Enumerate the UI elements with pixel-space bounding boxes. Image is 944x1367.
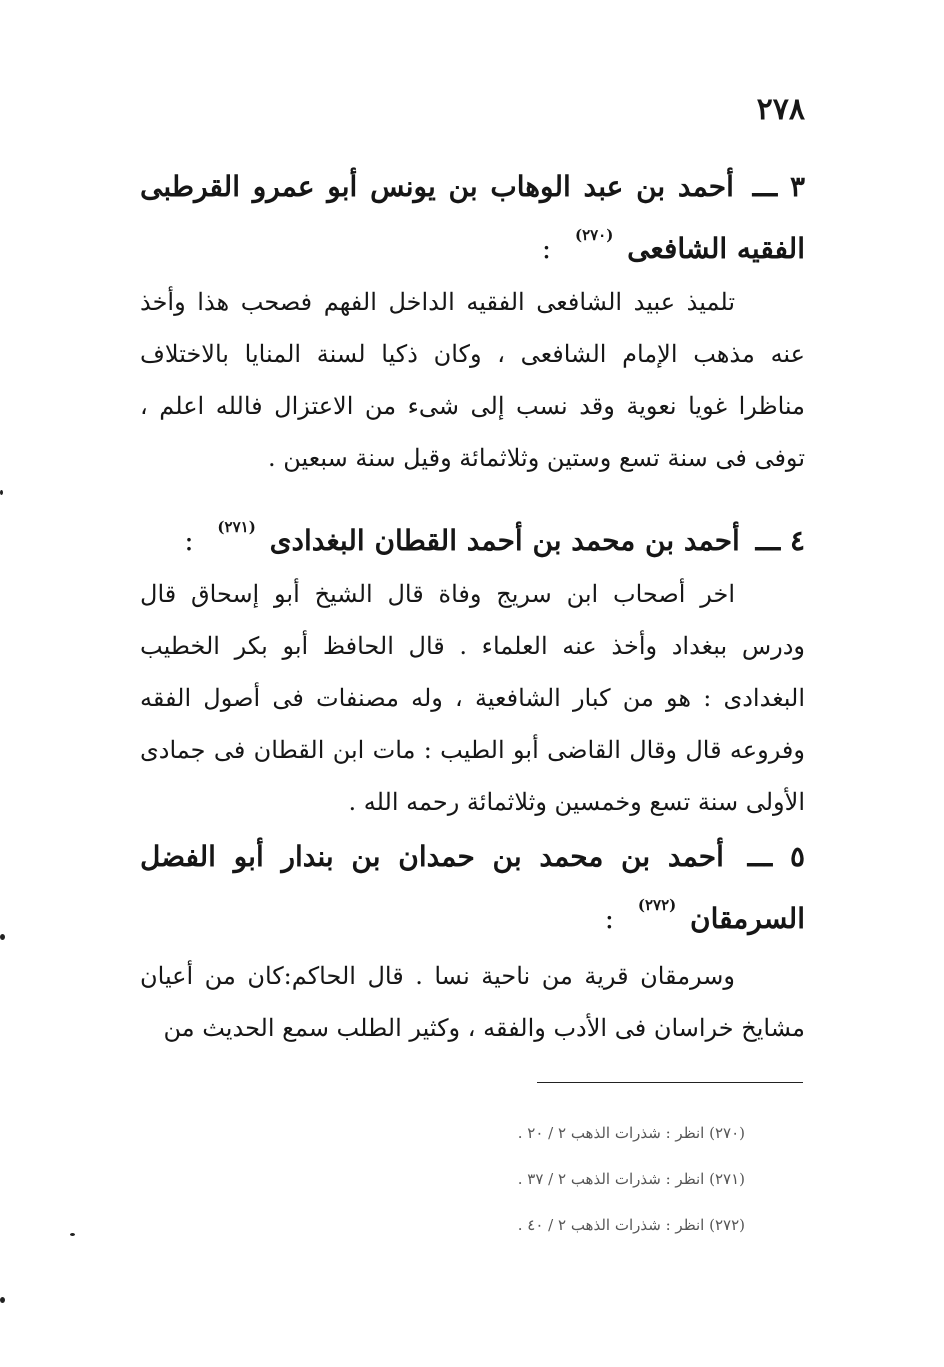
page-number: ٢٧٨: [756, 92, 805, 127]
footnote-270: (٢٧٠) انظر : شذرات الذهب ٢ / ٢٠ .: [517, 1124, 745, 1142]
scan-speck: [0, 1297, 5, 1303]
footnote-272: (٢٧٢) انظر : شذرات الذهب ٢ / ٤٠ .: [517, 1216, 745, 1234]
entry-body-5: وسرمقان قرية من ناحية نسا . قال الحاكم:كان من أعيان مشايخ خراسان فى الأدب والفقه ، وكثير الطلب سمع الحديث من: [140, 962, 805, 1042]
entry-colon: :: [604, 902, 615, 935]
footnote-271: (٢٧١) انظر : شذرات الذهب ٢ / ٣٧ .: [517, 1170, 745, 1188]
scan-speck: [70, 1233, 75, 1236]
entry-colon: :: [541, 232, 552, 265]
footnote-ref[interactable]: (٢٧٢): [637, 896, 677, 914]
entry-colon: :: [184, 524, 194, 557]
scan-speck: [0, 490, 3, 495]
entry-name: أحمد بن عبد الوهاب بن يونس أبو عمرو القرطبى الفقيه الشافعى: [140, 170, 805, 265]
entry-heading-4: [140, 503, 805, 565]
entry-name: أحمد بن محمد بن حمدان بن بندار أبو الفضل السرمقان: [140, 840, 805, 935]
footnote-divider: [537, 1082, 803, 1083]
entry-heading-3: [140, 163, 805, 273]
entry-heading-5: [140, 833, 805, 943]
scan-speck: [0, 934, 5, 940]
entry-number: ٣ ـــ: [752, 170, 806, 203]
footnotes: [380, 1115, 745, 1253]
footnote-ref[interactable]: (٢٧٠): [574, 226, 614, 244]
footnote-ref[interactable]: (٢٧١): [217, 518, 256, 536]
entry-name: أحمد بن محمد بن أحمد القطان البغدادى: [269, 524, 740, 557]
entry-body-4: اخر أصحاب ابن سريج وفاة قال الشيخ أبو إسحاق قال ودرس ببغداد وأخذ عنه العلماء . قال الحافظ أبو بكر الخطيب البغدادى : هو من كبار الشافعية ، وله مصنفات فى أصول الفقه وفروعه قال وقال القاضى أبو الطيب : مات ابن القطان فى جمادى الأولى سنة تسع وخمسين وثلاثمائة رحمه الله .: [140, 580, 805, 816]
entry-number: ٥ ـــ: [747, 840, 805, 873]
entry-number: ٤ ـــ: [755, 524, 805, 557]
entry-body-3: تلميذ عبيد الشافعى الفقيه الداخل الفهم فصحب هذا وأخذ عنه مذهب الإمام الشافعى ، وكان ذكيا لسنة المنايا بالاختلاف مناظرا غويا نعوية وقد نسب إلى شىء من الاعتزال فالله اعلم ، توفى فى سنة تسع وستين وثلاثمائة وقيل سنة سبعين .: [140, 288, 805, 472]
